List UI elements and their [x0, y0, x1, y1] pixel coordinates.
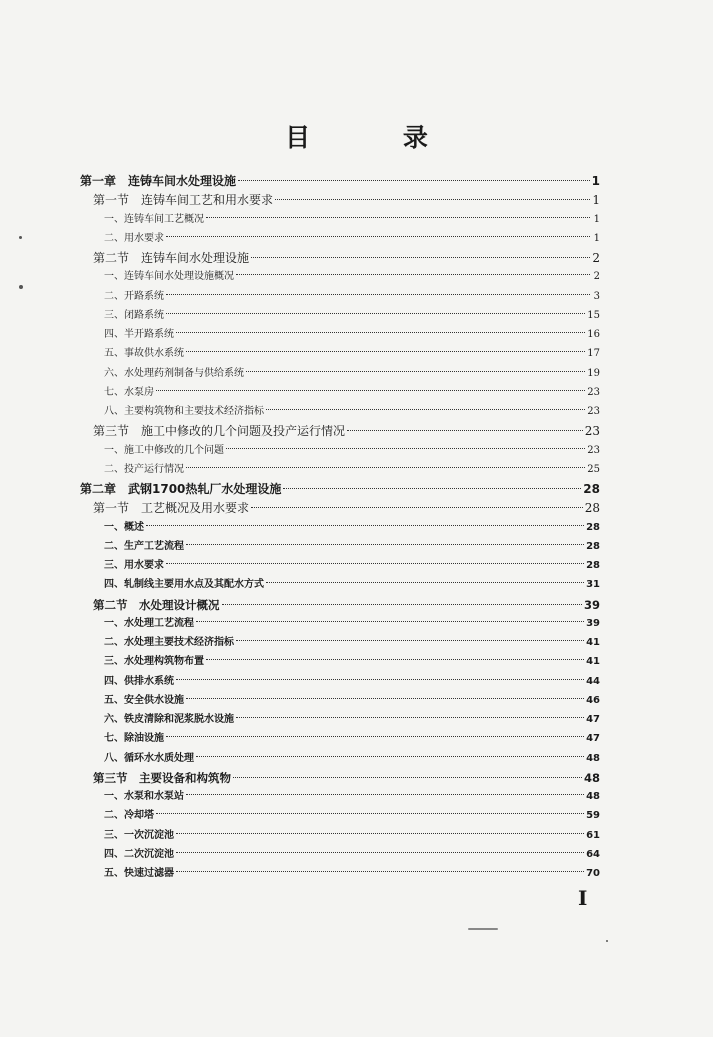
- toc-title: 六、铁皮清除和泥浆脱水设施: [104, 714, 234, 725]
- toc-page-number: 46: [586, 694, 600, 706]
- toc-page-number: 48: [586, 791, 600, 802]
- toc-item: [104, 711, 600, 729]
- dot-leader: [186, 351, 585, 352]
- toc-item: [104, 519, 600, 537]
- dot-leader: [206, 659, 584, 660]
- toc-page-number: 28: [586, 560, 600, 571]
- toc-page-number: 23: [587, 406, 600, 417]
- toc-section: [93, 769, 600, 787]
- toc-page-number: 44: [586, 675, 600, 687]
- dot-leader: [166, 294, 590, 295]
- toc-item: [104, 326, 600, 344]
- dot-leader: [238, 180, 590, 181]
- dot-leader: [196, 621, 584, 622]
- toc-item: [104, 750, 600, 768]
- toc-item: [104, 788, 600, 806]
- toc-page-number: 61: [586, 829, 600, 841]
- toc-title: 五、事故供水系统: [104, 348, 184, 360]
- toc-item: [104, 345, 600, 363]
- toc-item: [104, 268, 600, 286]
- toc-item: [104, 865, 600, 883]
- toc-item: [104, 807, 600, 825]
- toc-title: 第二节 连铸车间水处理设施: [93, 251, 250, 265]
- toc-section: [93, 422, 600, 440]
- toc-page-number: 23: [584, 424, 600, 439]
- toc-page-number: 15: [587, 309, 600, 321]
- toc-title: 七、水泵房: [104, 386, 154, 398]
- toc-page-number: 16: [587, 329, 600, 340]
- dot-leader: [186, 467, 585, 468]
- dot-leader: [266, 582, 584, 583]
- toc-item: [104, 827, 600, 845]
- toc-page-number: 28: [583, 482, 600, 496]
- toc-title: 第三节 主要设备和构筑物: [93, 770, 231, 785]
- toc-item: [104, 846, 600, 864]
- toc-title: 五、快速过滤器: [104, 868, 174, 879]
- toc-title: 第三节 施工中修改的几个问题及投产运行情况: [93, 424, 346, 439]
- dot-leader: [176, 852, 584, 853]
- dot-leader: [226, 448, 585, 449]
- toc-page-number: 19: [587, 367, 600, 379]
- toc-page-number: 3: [593, 290, 600, 302]
- toc-title: 一、水处理工艺流程: [104, 617, 194, 629]
- toc-page-number: 23: [587, 386, 600, 398]
- toc-item: [104, 615, 600, 633]
- scan-speck: [606, 940, 608, 942]
- toc-title: 一、连铸车间水处理设施概况: [104, 271, 234, 283]
- toc-item: [104, 730, 600, 748]
- dot-leader: [156, 390, 585, 391]
- dot-leader: [233, 777, 582, 778]
- toc-title: 第一节 连铸车间工艺和用水要求: [93, 193, 274, 208]
- dot-leader: [156, 813, 584, 814]
- dot-leader: [251, 507, 583, 508]
- dot-leader: [266, 409, 585, 410]
- toc-page-number: 28: [586, 540, 600, 552]
- dot-leader: [186, 698, 584, 699]
- toc-title: 二、开路系统: [104, 290, 164, 302]
- dot-leader: [186, 544, 584, 545]
- toc-title: 三、水处理构筑物布置: [104, 656, 204, 668]
- toc-title: 八、主要构筑物和主要技术经济指标: [104, 406, 264, 417]
- dot-leader: [275, 199, 590, 200]
- scan-speck: [468, 928, 498, 930]
- toc-page-number: 2: [592, 251, 600, 265]
- toc-page-number: 41: [586, 637, 600, 648]
- toc-title: 一、概述: [104, 521, 144, 533]
- toc-page-number: 39: [583, 597, 600, 612]
- toc-page-number: 47: [586, 733, 600, 745]
- dot-leader: [251, 257, 590, 258]
- toc-title: 二、投产运行情况: [104, 463, 184, 475]
- toc-title: 一、连铸车间工艺概况: [104, 213, 204, 225]
- toc-page-number: 39: [586, 617, 600, 629]
- toc-title: 四、二次沉淀池: [104, 848, 174, 860]
- toc-title: 五、安全供水设施: [104, 694, 184, 706]
- dot-leader: [166, 236, 590, 237]
- dot-leader: [166, 563, 584, 564]
- toc-page-number: 47: [586, 714, 600, 725]
- toc-section: [93, 249, 600, 267]
- toc-item: [104, 557, 600, 575]
- toc-item: [104, 288, 600, 306]
- dot-leader: [283, 488, 581, 489]
- toc-page-number: 41: [586, 656, 600, 668]
- toc-title: 四、轧制线主要用水点及其配水方式: [104, 579, 264, 591]
- toc-item: [104, 538, 600, 556]
- toc-page-number: 1: [592, 193, 600, 208]
- toc-page-number: 25: [587, 463, 600, 475]
- toc-title: 二、冷却塔: [104, 810, 154, 822]
- dot-leader: [236, 640, 584, 641]
- toc-title: 一、水泵和水泵站: [104, 791, 184, 802]
- toc-item: [104, 673, 600, 691]
- dot-leader: [196, 756, 584, 757]
- toc-item: [104, 653, 600, 671]
- toc-title: 第一节 工艺概况及用水要求: [93, 501, 250, 516]
- toc-page-number: 28: [586, 521, 600, 533]
- dot-leader: [176, 679, 584, 680]
- toc-item: [104, 403, 600, 421]
- toc-item: [104, 576, 600, 594]
- toc-item: [104, 634, 600, 652]
- toc-item: [104, 692, 600, 710]
- toc-title: 一、施工中修改的几个问题: [104, 444, 224, 456]
- toc-title: 第二节 水处理设计概况: [93, 597, 220, 612]
- dot-leader: [236, 717, 584, 718]
- toc-page-number: 1: [593, 232, 600, 244]
- dot-leader: [206, 217, 590, 218]
- toc-page-number: 17: [587, 348, 600, 360]
- toc-title: 三、用水要求: [104, 560, 164, 571]
- toc-title: 三、闭路系统: [104, 309, 164, 321]
- toc-page-number: 28: [584, 501, 600, 516]
- dot-leader: [236, 274, 590, 275]
- toc-item: [104, 442, 600, 460]
- dot-leader: [176, 332, 585, 333]
- dot-leader: [166, 736, 584, 737]
- toc-page-number: 23: [587, 444, 600, 456]
- dot-leader: [176, 871, 584, 872]
- toc-title: 第二章 武钢1700热轧厂水处理设施: [80, 482, 282, 496]
- dot-leader: [146, 525, 584, 526]
- toc-page-number: 48: [583, 770, 600, 785]
- toc-page-number: 1: [591, 174, 600, 188]
- toc-page-number: 48: [586, 752, 600, 764]
- toc-page-number: 59: [586, 810, 600, 822]
- toc-page-number: 31: [586, 579, 600, 591]
- toc-title: 二、生产工艺流程: [104, 540, 184, 552]
- dot-leader: [246, 371, 585, 372]
- toc-title: 三、一次沉淀池: [104, 829, 174, 841]
- toc-title: 四、半开路系统: [104, 329, 174, 340]
- toc-section: [93, 191, 600, 209]
- dot-leader: [347, 430, 583, 431]
- toc-item: [104, 384, 600, 402]
- toc-item: [104, 461, 600, 479]
- toc-page-number: 70: [586, 868, 600, 879]
- toc-title: 七、除油设施: [104, 733, 164, 745]
- toc-title: 四、供排水系统: [104, 675, 174, 687]
- toc-chapter: [80, 480, 600, 498]
- dot-leader: [176, 833, 584, 834]
- scan-speck: [19, 285, 23, 289]
- toc-page-number: 64: [586, 848, 600, 860]
- toc-item: [104, 211, 600, 229]
- toc-section: [93, 596, 600, 614]
- toc-page-number: 2: [593, 271, 600, 283]
- toc-title: 第一章 连铸车间水处理设施: [80, 174, 237, 188]
- toc-title: 八、循环水水质处理: [104, 752, 194, 764]
- toc-page-number: 1: [593, 213, 600, 225]
- toc-section: [93, 499, 600, 517]
- toc-chapter: [80, 172, 600, 190]
- dot-leader: [186, 794, 584, 795]
- toc-title: 六、水处理药剂制备与供给系统: [104, 367, 244, 379]
- toc-item: [104, 230, 600, 248]
- page-title: 目 录: [285, 123, 470, 152]
- toc-title: 二、水处理主要技术经济指标: [104, 637, 234, 648]
- page-number: I: [578, 886, 588, 910]
- scan-speck: [19, 236, 22, 239]
- toc-item: [104, 307, 600, 325]
- dot-leader: [166, 313, 585, 314]
- dot-leader: [222, 604, 582, 605]
- toc-title: 二、用水要求: [104, 232, 164, 244]
- toc-item: [104, 365, 600, 383]
